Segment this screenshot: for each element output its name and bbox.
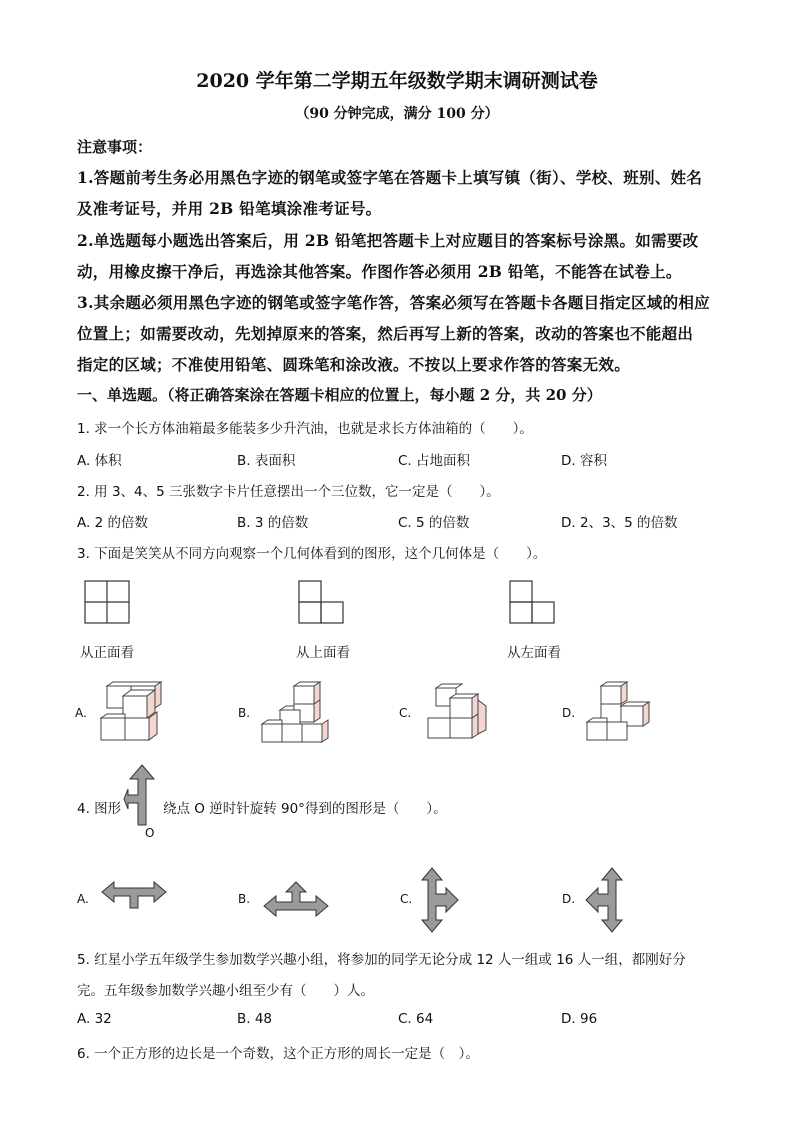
- front-view-figure: [84, 580, 130, 624]
- rotation-source-figure: [124, 763, 160, 829]
- rotation-point-label: O: [145, 826, 155, 840]
- note-line: 2.单选题每小题选出答案后，用 2B 铅笔把答题卡上对应题目的答案标号涂黑。如需要改: [77, 231, 699, 250]
- q1-option-c[interactable]: C. 占地面积: [398, 453, 471, 469]
- q1-option-b[interactable]: B. 表面积: [237, 453, 296, 469]
- q5-option-c[interactable]: C. 64: [398, 1011, 434, 1027]
- page-subtitle: （90 分钟完成，满分 100 分）: [295, 106, 499, 122]
- q3-option-d-cubes[interactable]: [585, 680, 651, 744]
- top-view-figure: [298, 580, 344, 624]
- note-line: 指定的区域；不准使用铅笔、圆珠笔和涂改液。不按以上要求作答的答案无效。: [77, 355, 631, 374]
- q4-option-d-figure[interactable]: [584, 866, 624, 934]
- q3-option-c-cubes[interactable]: [426, 680, 490, 744]
- question-3: 3. 下面是笑笑从不同方向观察一个几何体看到的图形，这个几何体是（ ）。: [77, 546, 547, 562]
- q5-option-a[interactable]: A. 32: [77, 1011, 112, 1027]
- q2-option-d[interactable]: D. 2、3、5 的倍数: [561, 515, 678, 531]
- q4-option-a-figure[interactable]: [100, 880, 168, 916]
- note-line: 及准考证号，并用 2B 铅笔填涂准考证号。: [77, 199, 382, 218]
- section-heading: 一、单选题。（将正确答案涂在答题卡相应的位置上，每小题 2 分，共 20 分）: [77, 386, 602, 404]
- notes-heading: 注意事项：: [77, 138, 153, 156]
- q4-option-b-label[interactable]: B.: [238, 892, 251, 906]
- question-4-suffix: 绕点 O 逆时针旋转 90°得到的图形是（ ）。: [163, 801, 447, 817]
- question-2: 2. 用 3、4、5 三张数字卡片任意摆出一个三位数，它一定是（ ）。: [77, 484, 500, 500]
- q2-option-c[interactable]: C. 5 的倍数: [398, 515, 470, 531]
- note-line: 1.答题前考生务必用黑色字迹的钢笔或签字笔在答题卡上填写镇（街）、学校、班别、姓名: [77, 168, 703, 187]
- q3-option-b-cubes[interactable]: [260, 680, 330, 744]
- note-line: 3.其余题必须用黑色字迹的钢笔或签字笔作答，答案必须写在答题卡各题目指定区域的相应: [77, 293, 710, 312]
- q3-option-b-label[interactable]: B.: [238, 706, 251, 720]
- question-6: 6. 一个正方形的边长是一个奇数，这个正方形的周长一定是（ ）。: [77, 1046, 479, 1062]
- q3-option-a-label[interactable]: A.: [75, 706, 87, 720]
- q1-option-a[interactable]: A. 体积: [77, 453, 122, 469]
- q4-option-c-figure[interactable]: [420, 866, 460, 934]
- q4-option-a-label[interactable]: A.: [77, 892, 89, 906]
- question-4-prefix: 4. 图形: [77, 801, 122, 817]
- question-5-line2: 完。五年级参加数学兴趣小组至少有（ ）人。: [77, 983, 374, 999]
- q2-option-a[interactable]: A. 2 的倍数: [77, 515, 148, 531]
- q1-option-d[interactable]: D. 容积: [561, 453, 607, 469]
- view-label-left: 从左面看: [507, 645, 561, 661]
- q2-option-b[interactable]: B. 3 的倍数: [237, 515, 309, 531]
- q4-option-d-label[interactable]: D.: [562, 892, 576, 906]
- left-view-figure: [509, 580, 555, 624]
- view-label-front: 从正面看: [80, 645, 134, 661]
- page-title: 2020 学年第二学期五年级数学期末调研测试卷: [196, 70, 598, 92]
- q5-option-b[interactable]: B. 48: [237, 1011, 273, 1027]
- note-line: 位置上；如需要改动，先划掉原来的答案，然后再写上新的答案，改动的答案也不能超出: [77, 324, 694, 343]
- q4-option-c-label[interactable]: C.: [400, 892, 413, 906]
- q3-option-d-label[interactable]: D.: [562, 706, 576, 720]
- q3-option-c-label[interactable]: C.: [399, 706, 412, 720]
- view-label-top: 从上面看: [296, 645, 350, 661]
- q3-option-a-cubes[interactable]: [99, 682, 163, 744]
- q5-option-d[interactable]: D. 96: [561, 1011, 598, 1027]
- note-line: 动，用橡皮擦干净后，再选涂其他答案。作图作答必须用 2B 铅笔，不能答在试卷上。: [77, 262, 682, 281]
- question-1: 1. 求一个长方体油箱最多能装多少升汽油，也就是求长方体油箱的（ ）。: [77, 421, 533, 437]
- q4-option-b-figure[interactable]: [262, 880, 330, 916]
- question-5-line1: 5. 红星小学五年级学生参加数学兴趣小组，将参加的同学无论分成 12 人一组或 16 人一组，都刚好分: [77, 952, 686, 968]
